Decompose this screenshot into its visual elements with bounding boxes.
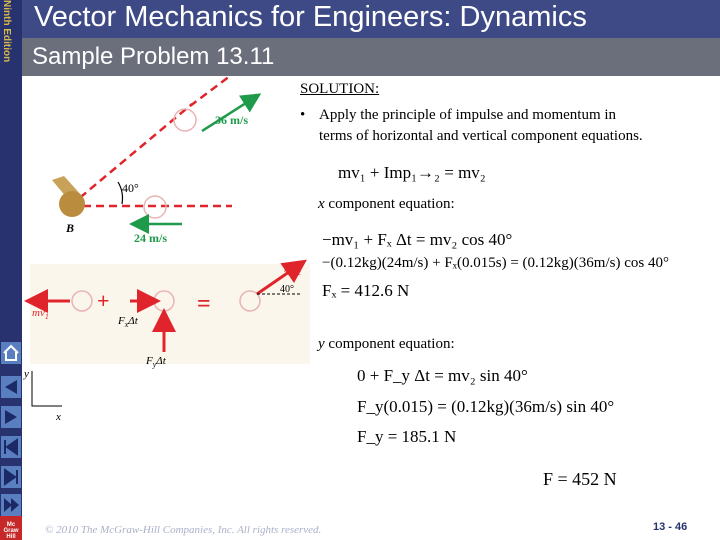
mv2-angle-label: 40° xyxy=(280,284,294,295)
last-icon[interactable] xyxy=(1,494,21,516)
x-component-heading: x component equation: xyxy=(318,196,455,212)
svg-text:Graw: Graw xyxy=(3,528,19,534)
nav-strip xyxy=(0,0,22,540)
ball-outgoing xyxy=(174,109,196,131)
next-icon[interactable] xyxy=(1,466,21,488)
edition-text: Ninth Edition xyxy=(1,0,12,63)
y-component-heading: y component equation: xyxy=(318,336,455,352)
point-label: B xyxy=(66,221,75,235)
v1-label: 24 m/s xyxy=(134,231,167,245)
axis-y-label: y xyxy=(24,368,29,380)
fy-label: $F_y\Delta t$ xyxy=(146,355,166,369)
y-equation-2: F_y(0.015) = (0.12kg)(36m/s) sin 40° xyxy=(357,397,615,416)
plus-sign: + xyxy=(97,288,110,313)
solution-step-line-1: Apply the principle of impulse and momentum in xyxy=(319,107,617,123)
axes-icon xyxy=(32,371,62,406)
copyright-text: © 2010 The McGraw-Hill Companies, Inc. All rights reserved. xyxy=(45,524,322,536)
x-equation-3: Fₓ = 412.6 N xyxy=(322,281,410,300)
problem-diagram xyxy=(22,76,322,516)
mv1-label: $mv_1$ xyxy=(32,307,49,321)
back-icon[interactable] xyxy=(1,376,21,398)
angle-label: 40° xyxy=(122,181,139,195)
mcgraw-hill-logo xyxy=(0,516,22,540)
edition-label xyxy=(0,0,22,63)
principle-equation: mv₁ + Imp₁→₂ = mv₂ xyxy=(338,163,486,182)
bat-end xyxy=(59,191,85,217)
mv2-label: $mv_2$ xyxy=(284,263,301,277)
svg-text:Hill: Hill xyxy=(6,534,16,540)
fx-label: $F_x\Delta t$ xyxy=(118,315,138,329)
home-icon[interactable] xyxy=(1,342,21,364)
x-equation-1: −mv₁ + Fₓ Δt = mv₂ cos 40° xyxy=(322,230,513,249)
previous-icon[interactable] xyxy=(1,436,21,458)
page-title: Vector Mechanics for Engineers: Dynamics xyxy=(34,1,587,33)
equals-sign: = xyxy=(197,291,211,317)
x-equation-2: −(0.12kg)(24m/s) + Fₓ(0.015s) = (0.12kg)(36m/s) cos 40° xyxy=(322,255,669,271)
y-equation-3: F_y = 185.1 N xyxy=(357,427,457,446)
impulse-panel xyxy=(30,264,310,364)
problem-title: Sample Problem 13.11 xyxy=(32,43,275,70)
axis-x-label: x xyxy=(56,411,61,423)
solution-step-line-2: terms of horizontal and vertical component equations. xyxy=(319,128,643,144)
page-number: 13 - 46 xyxy=(653,521,688,533)
solution-heading: SOLUTION: xyxy=(300,81,380,97)
y-equation-1: 0 + F_y Δt = mv₂ sin 40° xyxy=(357,366,528,385)
subtitle-bar xyxy=(22,38,720,76)
svg-text:Mc: Mc xyxy=(6,522,16,528)
bullet: • xyxy=(300,107,306,123)
forward-icon[interactable] xyxy=(1,406,21,428)
v2-label: 36 m/s xyxy=(215,113,248,127)
result-equation: F = 452 N xyxy=(543,469,617,489)
title-bar xyxy=(22,0,720,38)
